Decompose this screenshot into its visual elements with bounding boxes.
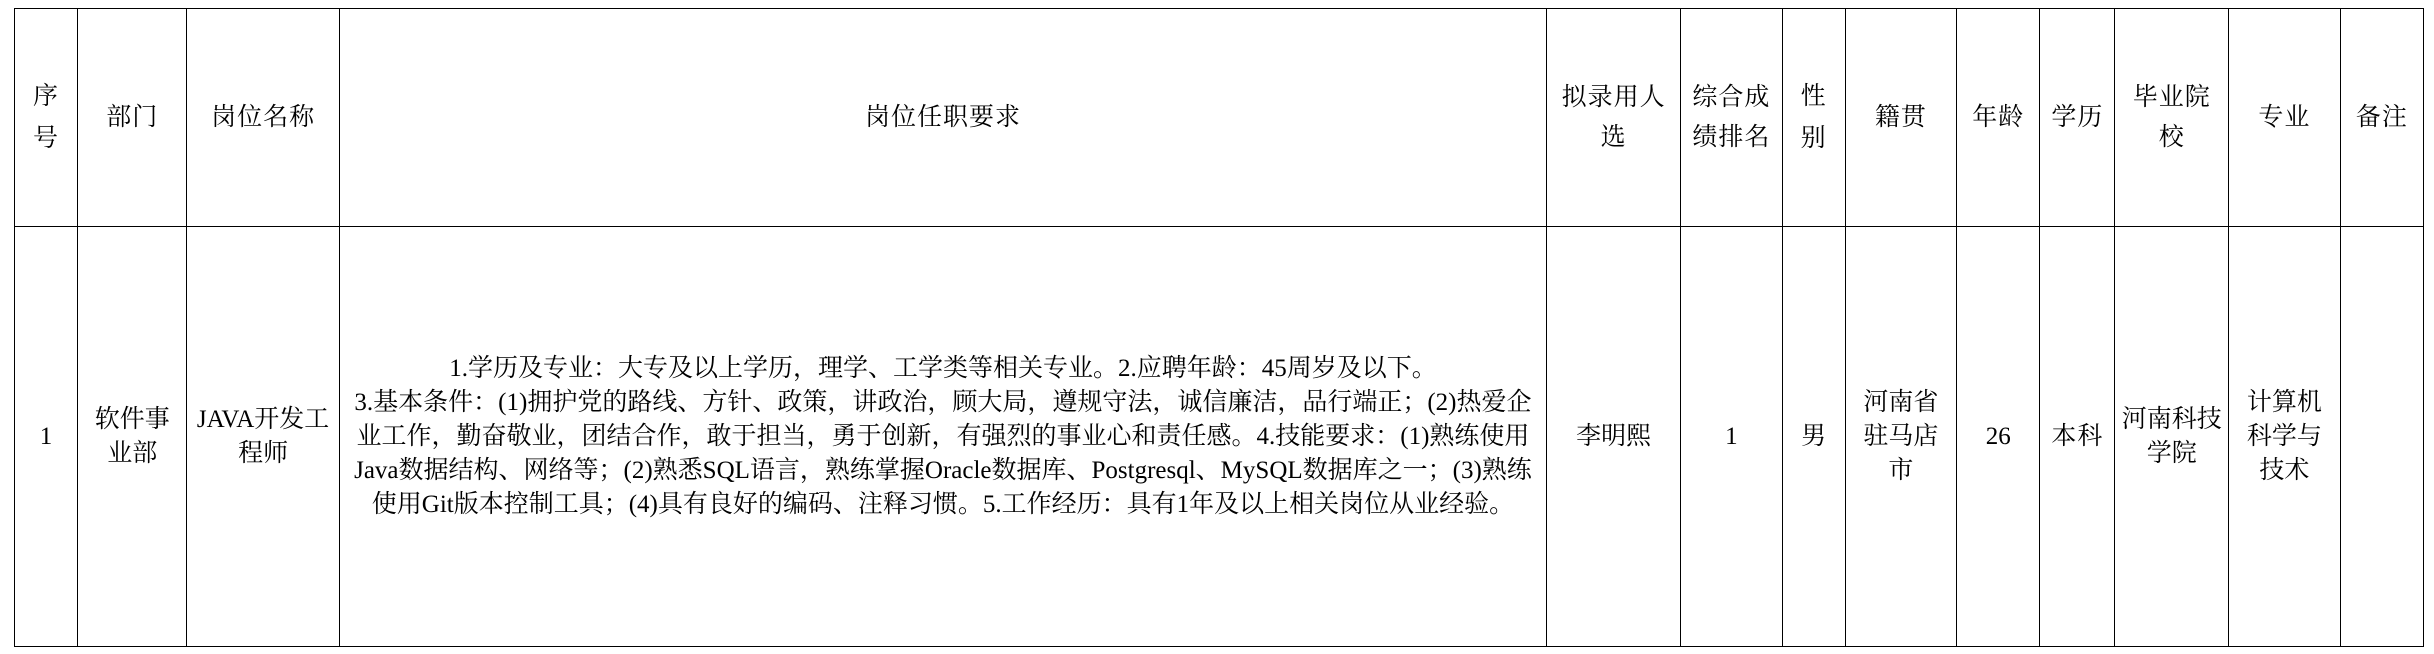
cell-requirements	[339, 227, 1547, 647]
header-education-label: 学历	[2051, 103, 2104, 131]
header-native-place-label: 籍贯	[1874, 103, 1927, 131]
header-score-rank	[1681, 9, 1782, 227]
cell-note	[2340, 227, 2423, 647]
cell-school-label: 河南科技学院	[2121, 405, 2222, 467]
header-gender-label: 性别	[1800, 82, 1827, 152]
header-native-place	[1845, 9, 1957, 227]
requirement-paragraph-1: 1.学历及专业：大专及以上学历，理学、工学类等相关专业。2.应聘年龄：45周岁及以下。	[449, 354, 1437, 382]
cell-job-title	[187, 227, 339, 647]
header-seq	[15, 9, 78, 227]
header-job-title	[187, 9, 339, 227]
header-major-label: 专业	[2258, 103, 2311, 131]
header-candidate-label: 拟录用人选	[1561, 83, 1666, 151]
header-age	[1957, 9, 2040, 227]
cell-education-label: 本科	[2051, 422, 2104, 450]
cell-major-label: 计算机科学与技术	[2246, 388, 2322, 484]
table-row	[15, 227, 2424, 647]
header-school-label: 毕业院校	[2132, 83, 2211, 151]
cell-seq: 1	[15, 227, 78, 647]
cell-dept-label: 软件事业部	[94, 405, 170, 467]
header-job-title-label: 岗位名称	[211, 103, 316, 131]
table-header-row	[15, 9, 2424, 227]
recruitment-table	[14, 8, 2424, 647]
cell-native-place-label: 河南省驻马店市	[1863, 388, 1939, 484]
cell-score-rank: 1	[1681, 227, 1782, 647]
header-score-rank-label: 综合成绩排名	[1692, 83, 1771, 151]
cell-gender: 男	[1782, 227, 1845, 647]
cell-dept	[77, 227, 187, 647]
header-note	[2340, 9, 2423, 227]
cell-age: 26	[1957, 227, 2040, 647]
header-requirements	[339, 9, 1547, 227]
header-seq-label: 序号	[32, 82, 59, 152]
header-age-label: 年龄	[1972, 103, 2025, 131]
cell-candidate: 李明熙	[1547, 227, 1681, 647]
requirement-paragraph-2: 3.基本条件：(1)拥护党的路线、方针、政策，讲政治，顾大局，遵规守法，诚信廉洁，品行端正；(2)热爱企业工作，勤奋敬业，团结合作，敢于担当，勇于创新，有强烈的事业心和责任感。4.技能要求：(1)熟练使用Java数据结构、网络等；(2)熟悉SQL语言，熟练掌握Oracle数据库、Postgresql、MySQL数据库之一；(3)熟练使用Git版本控制工具；(4)具有良好的编码、注释习惯。5.工作经历：具有1年及以上相关岗位从业经验。	[354, 388, 1532, 518]
cell-job-title-label: JAVA开发工程师	[196, 405, 330, 467]
cell-education	[2040, 227, 2115, 647]
header-note-label: 备注	[2355, 103, 2408, 131]
header-candidate	[1547, 9, 1681, 227]
cell-native-place	[1845, 227, 1957, 647]
header-dept-label: 部门	[106, 103, 159, 131]
cell-major	[2229, 227, 2341, 647]
header-gender	[1782, 9, 1845, 227]
header-requirements-label: 岗位任职要求	[864, 103, 1021, 131]
cell-school	[2115, 227, 2229, 647]
header-major	[2229, 9, 2341, 227]
header-dept	[77, 9, 187, 227]
header-school	[2115, 9, 2229, 227]
header-education	[2040, 9, 2115, 227]
